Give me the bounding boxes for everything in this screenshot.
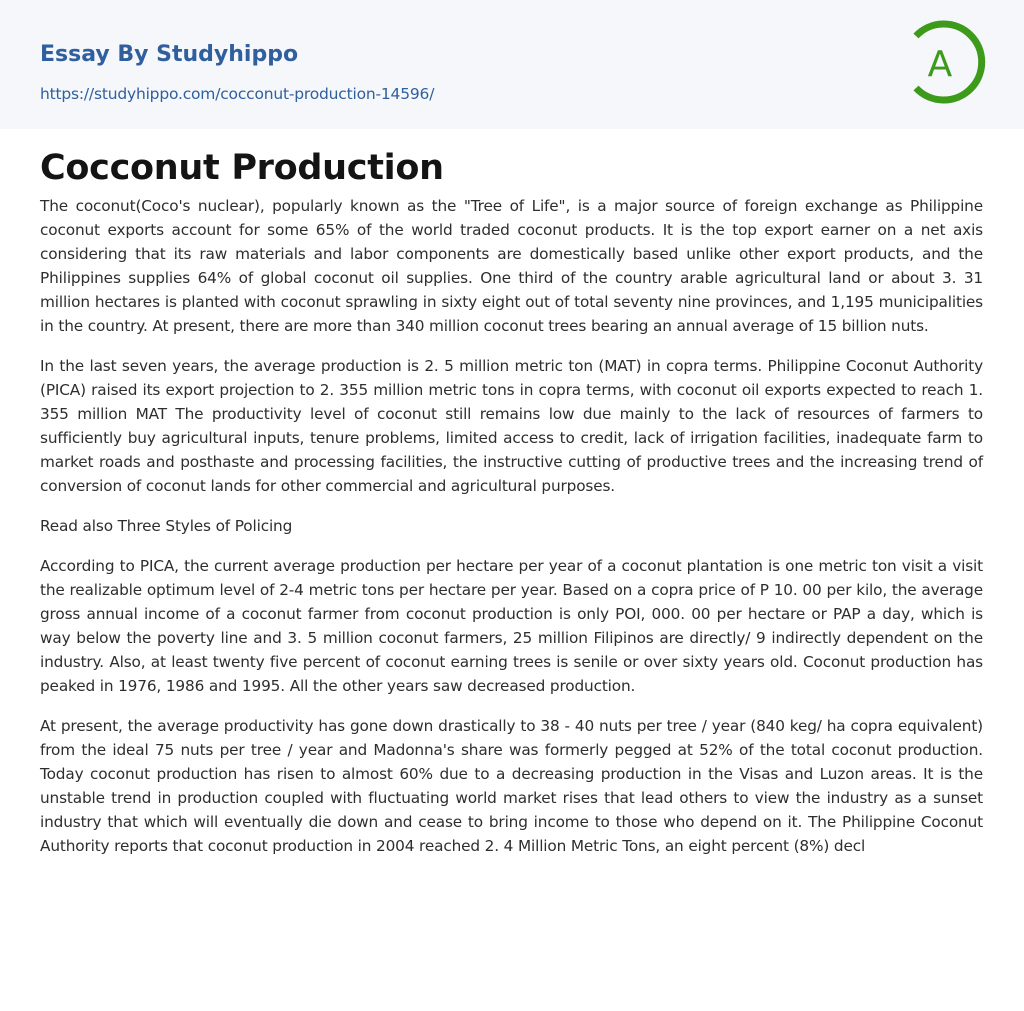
studyhippo-logo[interactable] <box>909 18 989 106</box>
brand-title: Essay By Studyhippo <box>40 42 299 67</box>
article-paragraph-1: The coconut(Coco's nuclear), popularly known as the "Tree of Life", is a major source of foreign exchange as Philippine coconut exports account for some 65% of the world traded coconut products. It is the top export earner on a net axis considering that its raw materials and labor components are domestically based unlike other export products, and the Philippines supplies 64% of global coconut oil supplies. One third of the country arable agricultural land or about 3. 31 million hectares is planted with coconut sprawling in sixty eight out of total seventy nine provinces, and 1,195 municipalities in the country. At present, there are more than 340 million coconut trees bearing an annual average of 15 billion nuts. <box>40 197 983 335</box>
essay-url-link[interactable]: https://studyhippo.com/cocconut-production-14596/ <box>40 85 435 103</box>
read-also-link[interactable]: Read also Three Styles of Policing <box>40 517 293 535</box>
logo-a-circle-icon <box>909 18 989 106</box>
article-body <box>40 194 983 874</box>
article-paragraph-2: In the last seven years, the average production is 2. 5 million metric ton (MAT) in copra terms. Philippine Coconut Authority (PICA) raised its export projection to 2. 355 million metric tons in copra terms, with coconut oil exports expected to reach 1. 355 million MAT The productivity level of coconut still remains low due mainly to the lack of resources of farmers to sufficiently buy agricultural inputs, tenure problems, limited access to credit, lack of irrigation facilities, inadequate farm to market roads and posthaste and processing facilities, the instructive cutting of productive trees and the increasing trend of conversion of coconut lands for other commercial and agricultural purposes. <box>40 357 983 495</box>
site-header <box>0 0 1024 129</box>
article-paragraph-4: At present, the average productivity has gone down drastically to 38 - 40 nuts per tree / year (840 keg/ ha copra equivalent) from the ideal 75 nuts per tree / year and Madonna's share was formerly pegged at 52% of the total coconut production. Today coconut production has risen to almost 60% due to a decreasing production in the Visas and Luzon areas. It is the unstable trend in production coupled with fluctuating world market rises that lead others to view the industry as a sunset industry that which will eventually die down and cease to bring income to those who depend on it. The Philippine Coconut Authority reports that coconut production in 2004 reached 2. 4 Million Metric Tons, an eight percent (8%) decl <box>40 717 983 855</box>
logo-letter: A <box>927 44 953 85</box>
article-paragraph-3: According to PICA, the current average production per hectare per year of a coconut plantation is one metric ton visit a visit the realizable optimum level of 2-4 metric tons per hectare per year. Based on a copra price of P 10. 00 per kilo, the average gross annual income of a coconut farmer from coconut production is only POI, 000. 00 per hectare or PAP a day, which is way below the poverty line and 3. 5 million coconut farmers, 25 million Filipinos are directly/ 9 indirectly dependent on the industry. Also, at least twenty five percent of coconut earning trees is senile or over sixty years old. Coconut production has peaked in 1976, 1986 and 1995. All the other years saw decreased production. <box>40 557 983 695</box>
article-title: Cocconut Production <box>40 148 444 188</box>
